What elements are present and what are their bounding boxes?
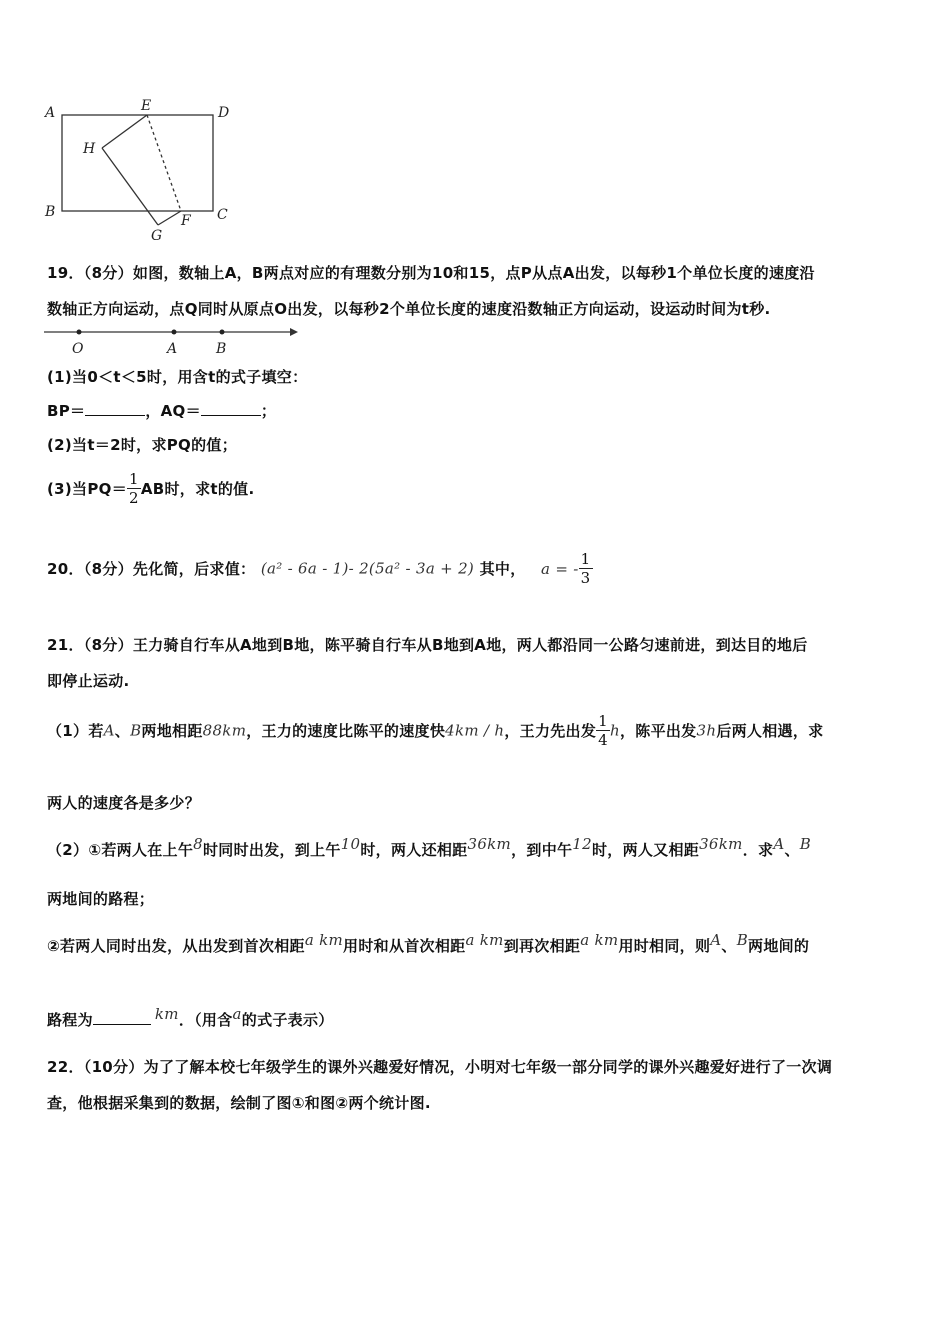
q19-part3-pre: (3)当PQ＝ [47,480,127,498]
q21-p2-10: 10 [340,835,361,853]
number-line-arrow [290,328,298,336]
q21-p3-akm2: a km [465,931,504,949]
q19-line1: 19．（8分）如图，数轴上A，B两点对应的有理数分别为10和15，点P从点A出发，以每秒1个单位长度的速度沿 [47,264,815,282]
q21-p1-sep: 、 [114,722,131,740]
q21-p3-e: 两地间的 [748,937,810,955]
q21-p3-d: 用时相同，则 [618,937,711,955]
q21-p3-B: B [736,931,749,949]
q21-p3-c: 到再次相距 [503,937,581,955]
q21-p1-A: A [103,721,115,740]
q21-part2 [47,826,811,868]
q21-p4-c: 的式子表示） [241,1011,334,1029]
q21-p1-e: ，陈平出发 [619,722,697,740]
q22-line2: 查，他根据采集到的数据，绘制了图①和图②两个统计图. [47,1094,431,1112]
q19-part1-blanks [47,400,276,421]
q21-p1-a: （1）若 [47,722,104,740]
blank-end: ； [260,402,277,420]
q19-part3-post: AB时，求t的值. [140,480,255,498]
label-a: A [45,105,56,121]
q21-p1-time: 3h [696,721,717,740]
q21-p2-e: 时，两人又相距 [591,841,700,859]
segment-eh [102,115,147,148]
q20-line [47,550,593,587]
q21-p1-speed: 4km / h [445,721,505,740]
q21-p2-8: 8 [193,835,203,853]
label-g: G [151,228,163,244]
q21-p1-h: h [610,721,620,740]
q20-expression: (a² - 6a - 1)- 2(5a² - 3a + 2) [260,559,475,578]
q21-p2-A: A [773,835,785,853]
q21-p1-B: B [130,721,142,740]
q21-p1-dist: 88km [202,721,247,740]
q21-fraction-quarter: $\frac{1}{4}$ [598,712,609,749]
q20-text: 20．（8分）先化简，后求值： [47,560,256,578]
label-d: D [218,105,230,121]
q19-part1: (1)当0＜t＜5时，用含t的式子填空： [47,368,308,386]
label-e: E [141,98,152,114]
label-c: C [217,207,228,223]
q21-p2-f: ．求 [742,841,774,859]
q21-answer-blank[interactable] [93,1024,151,1025]
q19-part2: (2)当t＝2时，求PQ的值； [47,436,238,454]
aq-blank[interactable] [201,415,261,416]
q19-line2: 数轴正方向运动，点Q同时从原点O出发，以每秒2个单位长度的速度沿数轴正方向运动，设运动时间为t秒. [47,300,771,318]
q21-part1 [47,712,823,749]
q21-p2-a: （2）①若两人在上午 [47,841,194,859]
q21-line1: 21．（8分）王力骑自行车从A地到B地，陈平骑自行车从B地到A地，两人都沿同一公路匀速前进，到达目的地后 [47,636,808,654]
label-axis-a: A [167,341,178,357]
q21-p2-36b: 36km [699,835,743,853]
bp-label: BP＝ [47,402,86,420]
q21-p4-a: 路程为 [47,1011,93,1029]
segment-hg [102,148,158,225]
point-b [220,330,225,335]
q21-part3 [47,922,809,964]
q20-mid: 其中， [479,560,526,578]
q21-p3-sep: 、 [721,937,737,955]
q21-p2-12: 12 [572,835,592,853]
q21-p2-d: ，到中午 [511,841,573,859]
bp-blank[interactable] [85,415,145,416]
q21-p2-36a: 36km [467,835,512,853]
aq-label: ，AQ＝ [145,402,201,420]
q21-line2: 即停止运动. [47,672,130,690]
q19-fraction-half: $\frac{1}{2}$ [129,470,139,507]
point-a [172,330,177,335]
q21-p1-b: 两地相距 [141,722,203,740]
q21-p2-B: B [799,835,812,853]
segment-gf [158,211,181,225]
q21-p1-f: 后两人相遇，求 [716,722,824,740]
q21-p3-A: A [710,931,722,949]
q22-line1: 22．（10分）为了了解本校七年级学生的课外兴趣爱好情况，小明对七年级一部分同学的课外兴趣爱好进行了一次调 [47,1058,833,1076]
q21-p3-akm1: a km [304,931,344,949]
rectangle-fold-figure [40,95,240,245]
q21-p4-km: km [154,1005,179,1023]
q21-p2-c: 时，两人还相距 [360,841,468,859]
q21-p4-avar: a [232,1005,242,1023]
q21-p2-sep: 、 [784,841,800,859]
q21-p2-b: 时同时出发，到上午 [202,841,341,859]
q21-part4 [47,996,334,1038]
q21-p3-b: 用时和从首次相距 [343,937,466,955]
q20-fraction-third: $\frac{1}{3}$ [580,550,591,587]
q21-p3-akm3: a km [580,931,619,949]
q21-p3-a: ②若两人同时出发，从出发到首次相距 [47,937,305,955]
q20-a-value: a = - [541,559,579,578]
label-o: O [72,341,84,357]
number-line-figure [44,322,304,358]
q21-part1-line2: 两人的速度各是多少？ [47,794,201,812]
label-f: F [181,213,191,229]
label-b: B [45,204,56,220]
segment-ef-dashed [147,115,181,211]
q19-part3 [47,470,254,507]
q21-part2-line2: 两地间的路程； [47,890,155,908]
label-h: H [83,141,96,157]
q21-p4-b: ．（用含 [178,1011,233,1029]
q21-p1-c: ，王力的速度比陈平的速度快 [246,722,446,740]
q21-p1-d: ，王力先出发 [504,722,597,740]
point-o [77,330,82,335]
label-axis-b: B [216,341,227,357]
